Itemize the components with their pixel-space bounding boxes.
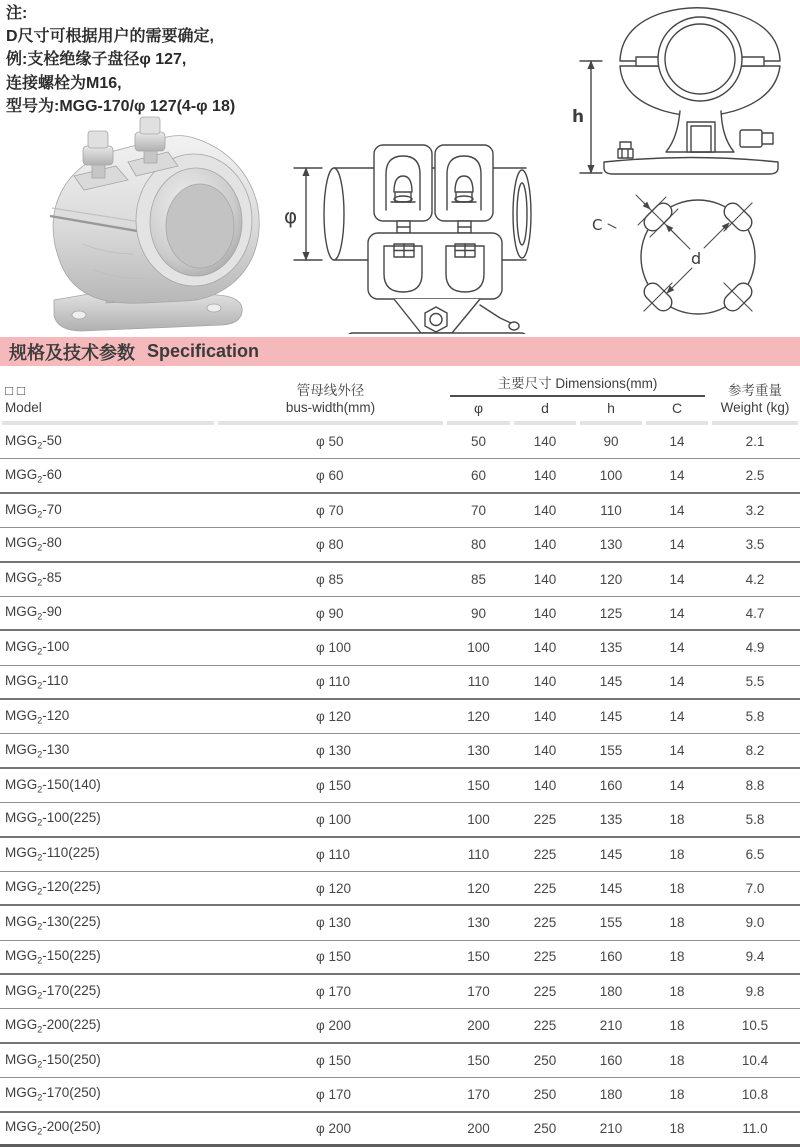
note-line-3: 例:支栓绝缘子盘径φ 127, xyxy=(6,51,187,69)
model-cell: $MGG_2-170(225)$ xyxy=(5,982,101,1001)
model-cell: $MGG_2-80$ xyxy=(5,535,62,554)
bus-width-cell: φ 170 xyxy=(316,1086,352,1102)
d-cell: 225 xyxy=(533,846,557,862)
h-cell: 160 xyxy=(599,949,623,965)
phi-cell: 120 xyxy=(467,709,490,725)
model-cell: $MGG_2-200(250)$ xyxy=(5,1119,101,1138)
model-cell: $MGG_2-90$ xyxy=(5,604,62,622)
phi-cell: 200 xyxy=(467,1120,490,1136)
d-cell: 225 xyxy=(533,1018,557,1034)
c-cell: 14 xyxy=(669,468,685,484)
table-row xyxy=(0,700,800,734)
model-cell: $MGG_2-70$ xyxy=(5,501,62,520)
phi-cell: 100 xyxy=(467,811,490,827)
model-cell: $MGG_2-100(225)$ xyxy=(5,810,101,829)
d-cell: 140 xyxy=(533,674,557,690)
c-cell: 14 xyxy=(669,605,685,621)
phi-cell: 90 xyxy=(470,605,487,621)
model-cell: $MGG_2-150(140)$ xyxy=(5,776,101,795)
c-cell: 18 xyxy=(669,1052,685,1068)
header-rule-segment xyxy=(712,421,798,425)
bus-width-cell: φ 90 xyxy=(316,605,344,621)
bus-width-cell: φ 150 xyxy=(316,949,352,965)
table-row xyxy=(0,975,800,1009)
note-line-5: 型号为:MGG-170/φ 127(4-φ 18) xyxy=(6,97,236,115)
bus-width-cell: φ 100 xyxy=(316,640,352,656)
weight-cell: 7.0 xyxy=(745,880,765,896)
d-cell: 140 xyxy=(533,502,557,518)
c-cell: 18 xyxy=(669,1120,685,1136)
spec-table xyxy=(0,371,800,1147)
model-cell: $MGG_2-200(225)$ xyxy=(5,1016,101,1035)
c-cell: 14 xyxy=(669,709,685,725)
header-dimensions-group xyxy=(445,371,710,419)
header-rule xyxy=(0,421,800,425)
model-cell: $MGG_2-150(250)$ xyxy=(5,1051,101,1070)
model-cell: $MGG_2-120$ xyxy=(5,707,70,726)
c-cell: 14 xyxy=(669,571,685,587)
model-cell: $MGG_2-120(225)$ xyxy=(5,879,101,897)
c-cell: 14 xyxy=(669,674,685,690)
c-cell: 14 xyxy=(669,640,685,656)
bus-width-cell: φ 100 xyxy=(316,811,352,827)
phi-cell: 110 xyxy=(467,674,490,690)
h-cell: 155 xyxy=(599,743,623,759)
model-cell: $MGG_2-50$ xyxy=(5,432,62,451)
model-cell: $MGG_2-110$ xyxy=(5,672,69,691)
weight-cell: 6.5 xyxy=(745,846,765,862)
h-cell: 125 xyxy=(599,605,623,621)
d-dim-label: d xyxy=(691,249,702,268)
d-cell: 140 xyxy=(533,468,557,484)
c-cell: 18 xyxy=(669,1086,685,1102)
note-line-4: 连接螺栓为M16, xyxy=(6,74,122,92)
weight-cell: 5.8 xyxy=(745,811,765,827)
model-cell: $MGG_2-130$ xyxy=(5,741,70,760)
phi-cell: 60 xyxy=(470,468,487,484)
table-row xyxy=(0,803,800,837)
d-cell: 140 xyxy=(533,709,557,725)
weight-cell: 11.0 xyxy=(742,1120,768,1136)
d-cell: 250 xyxy=(533,1086,557,1102)
header-weight-en: Weight (kg) xyxy=(720,399,790,415)
bus-width-cell: φ 110 xyxy=(316,846,351,862)
header-col-c: C xyxy=(671,400,683,416)
h-cell: 145 xyxy=(599,846,623,862)
table-row xyxy=(0,459,800,493)
table-row xyxy=(0,734,800,768)
c-cell: 14 xyxy=(669,743,685,759)
weight-cell: 5.8 xyxy=(745,709,765,725)
bus-width-cell: φ 120 xyxy=(316,709,352,725)
table-row xyxy=(0,631,800,665)
phi-cell: 170 xyxy=(467,1086,490,1102)
table-row xyxy=(0,528,800,562)
model-cell: $MGG_2-170(250)$ xyxy=(5,1085,101,1104)
weight-cell: 2.1 xyxy=(745,434,765,450)
weight-cell: 3.2 xyxy=(745,502,765,518)
h-cell: 90 xyxy=(603,434,619,450)
section-banner xyxy=(0,337,800,366)
bus-width-cell: φ 80 xyxy=(316,536,344,552)
header-dimensions-title: 主要尺寸 Dimensions(mm) xyxy=(450,372,705,397)
weight-cell: 8.8 xyxy=(745,777,765,793)
table-header xyxy=(0,371,800,419)
section-title-zh: 规格及技术参数 xyxy=(9,342,135,363)
table-row xyxy=(0,666,800,700)
product-photo xyxy=(16,104,268,334)
note-line-2: D尺寸可根据用户的需要确定, xyxy=(6,28,215,46)
table-row xyxy=(0,1044,800,1078)
c-cell: 18 xyxy=(669,984,685,1000)
table-row xyxy=(0,1078,800,1112)
c-cell: 18 xyxy=(669,949,685,965)
h-cell: 210 xyxy=(599,1018,623,1034)
phi-cell: 130 xyxy=(467,915,490,931)
bus-width-cell: φ 120 xyxy=(316,880,352,896)
h-cell: 130 xyxy=(599,536,623,552)
bus-width-cell: φ 150 xyxy=(316,1052,352,1068)
weight-cell: 10.8 xyxy=(741,1086,769,1102)
phi-cell: 150 xyxy=(467,777,490,793)
d-cell: 225 xyxy=(533,984,557,1000)
bus-width-cell: φ 85 xyxy=(316,571,344,587)
table-row xyxy=(0,769,800,803)
weight-cell: 9.4 xyxy=(745,949,765,965)
c-cell: 14 xyxy=(669,777,685,793)
model-cell: $MGG_2-130(225)$ xyxy=(5,914,101,932)
h-cell: 145 xyxy=(599,674,623,690)
phi-dim-label: φ xyxy=(284,204,298,228)
table-row xyxy=(0,1009,800,1043)
model-cell: $MGG_2-110(225)$ xyxy=(5,845,100,864)
phi-cell: 80 xyxy=(470,536,487,552)
table-row xyxy=(0,838,800,872)
bus-width-cell: φ 170 xyxy=(316,984,352,1000)
bus-width-cell: φ 150 xyxy=(316,777,352,793)
header-bus-zh: 管母线外径 xyxy=(296,383,365,398)
d-cell: 140 xyxy=(533,743,557,759)
h-dim-label: h xyxy=(572,107,585,127)
d-cell: 140 xyxy=(533,605,557,621)
weight-cell: 2.5 xyxy=(745,468,765,484)
weight-cell: 10.5 xyxy=(741,1018,769,1034)
d-cell: 250 xyxy=(533,1052,557,1068)
table-row xyxy=(0,872,800,906)
d-cell: 140 xyxy=(533,777,557,793)
section-title-en: Specification xyxy=(147,341,260,361)
phi-cell: 170 xyxy=(467,984,490,1000)
bus-width-cell: φ 50 xyxy=(316,434,344,450)
table-row xyxy=(0,941,800,975)
h-cell: 110 xyxy=(600,502,622,518)
d-cell: 225 xyxy=(533,915,557,931)
h-cell: 145 xyxy=(599,880,623,896)
c-cell: 14 xyxy=(669,536,685,552)
c-cell: 18 xyxy=(669,880,685,896)
phi-cell: 200 xyxy=(467,1018,490,1034)
h-cell: 135 xyxy=(599,811,623,827)
h-cell: 160 xyxy=(599,777,623,793)
phi-cell: 130 xyxy=(467,743,490,759)
phi-cell: 150 xyxy=(467,949,490,965)
phi-cell: 85 xyxy=(470,571,487,587)
model-cell: $MGG_2-85$ xyxy=(5,570,62,589)
weight-cell: 5.5 xyxy=(745,674,765,690)
d-cell: 140 xyxy=(533,640,557,656)
header-rule-segment xyxy=(2,421,214,425)
header-rule-segment xyxy=(514,421,576,425)
header-rule-segment xyxy=(646,421,708,425)
h-cell: 135 xyxy=(599,640,623,656)
d-cell: 140 xyxy=(533,571,557,587)
header-rule-segment xyxy=(218,421,443,425)
weight-cell: 3.5 xyxy=(745,536,765,552)
header-model-en: Model xyxy=(5,399,42,415)
header-rule-segment xyxy=(580,421,642,425)
h-cell: 155 xyxy=(599,915,623,931)
header-weight-zh: 参考重量 xyxy=(728,383,782,398)
header-model xyxy=(0,383,216,419)
table-row xyxy=(0,1113,800,1147)
h-cell: 100 xyxy=(599,468,623,484)
d-cell: 140 xyxy=(533,536,557,552)
h-cell: 210 xyxy=(599,1120,623,1136)
c-cell: 18 xyxy=(669,915,685,931)
c-cell: 14 xyxy=(669,434,685,450)
header-weight xyxy=(710,383,800,419)
d-cell: 225 xyxy=(533,949,557,965)
header-col-d: d xyxy=(541,400,549,416)
d-cell: 225 xyxy=(533,811,557,827)
c-dim-label: C xyxy=(592,216,603,234)
weight-cell: 4.7 xyxy=(745,605,765,621)
h-cell: 180 xyxy=(599,1086,623,1102)
weight-cell: 9.0 xyxy=(745,915,765,931)
table-row xyxy=(0,494,800,528)
bus-width-cell: φ 130 xyxy=(316,743,352,759)
phi-cell: 150 xyxy=(467,1052,490,1068)
d-cell: 250 xyxy=(533,1120,557,1136)
bus-width-cell: φ 200 xyxy=(316,1018,352,1034)
h-cell: 120 xyxy=(599,571,623,587)
note-line-1: 注: xyxy=(6,5,28,22)
bus-width-cell: φ 200 xyxy=(316,1120,352,1136)
bus-width-cell: φ 60 xyxy=(316,468,344,484)
model-cell: $MGG_2-100$ xyxy=(5,639,70,657)
phi-cell: 120 xyxy=(467,880,490,896)
c-cell: 18 xyxy=(669,811,685,827)
c-cell: 18 xyxy=(669,846,685,862)
h-cell: 145 xyxy=(599,709,623,725)
header-bus-width xyxy=(216,383,445,419)
notes-block xyxy=(6,2,235,118)
phi-cell: 100 xyxy=(467,640,490,656)
table-row xyxy=(0,563,800,597)
weight-cell: 4.9 xyxy=(745,640,765,656)
weight-cell: 10.4 xyxy=(741,1052,769,1068)
front-view-drawing xyxy=(572,2,800,178)
c-cell: 18 xyxy=(669,1018,685,1034)
h-cell: 160 xyxy=(599,1052,623,1068)
bus-width-cell: φ 110 xyxy=(316,674,351,690)
header-model-zh: □ □ xyxy=(5,383,26,398)
side-view-drawing xyxy=(282,142,532,334)
h-cell: 180 xyxy=(599,984,623,1000)
weight-cell: 8.2 xyxy=(745,743,765,759)
header-col-h: h xyxy=(607,400,615,416)
phi-cell: 50 xyxy=(470,434,487,450)
table-row xyxy=(0,425,800,459)
spec-table-body xyxy=(0,425,800,1147)
phi-cell: 70 xyxy=(470,502,487,518)
bus-width-cell: φ 70 xyxy=(316,502,344,518)
c-cell: 14 xyxy=(669,502,685,518)
model-cell: $MGG_2-150(225)$ xyxy=(5,947,101,966)
bus-width-cell: φ 130 xyxy=(316,915,352,931)
phi-cell: 110 xyxy=(467,846,490,862)
header-col-phi: φ xyxy=(473,400,484,416)
model-cell: $MGG_2-60$ xyxy=(5,466,62,485)
table-row xyxy=(0,906,800,940)
table-row xyxy=(0,597,800,631)
weight-cell: 9.8 xyxy=(745,984,765,1000)
d-cell: 225 xyxy=(533,880,557,896)
header-rule-segment xyxy=(447,421,510,425)
header-bus-en: bus-width(mm) xyxy=(285,399,376,415)
base-plan-drawing xyxy=(588,182,800,334)
weight-cell: 4.2 xyxy=(745,571,765,587)
d-cell: 140 xyxy=(533,434,557,450)
